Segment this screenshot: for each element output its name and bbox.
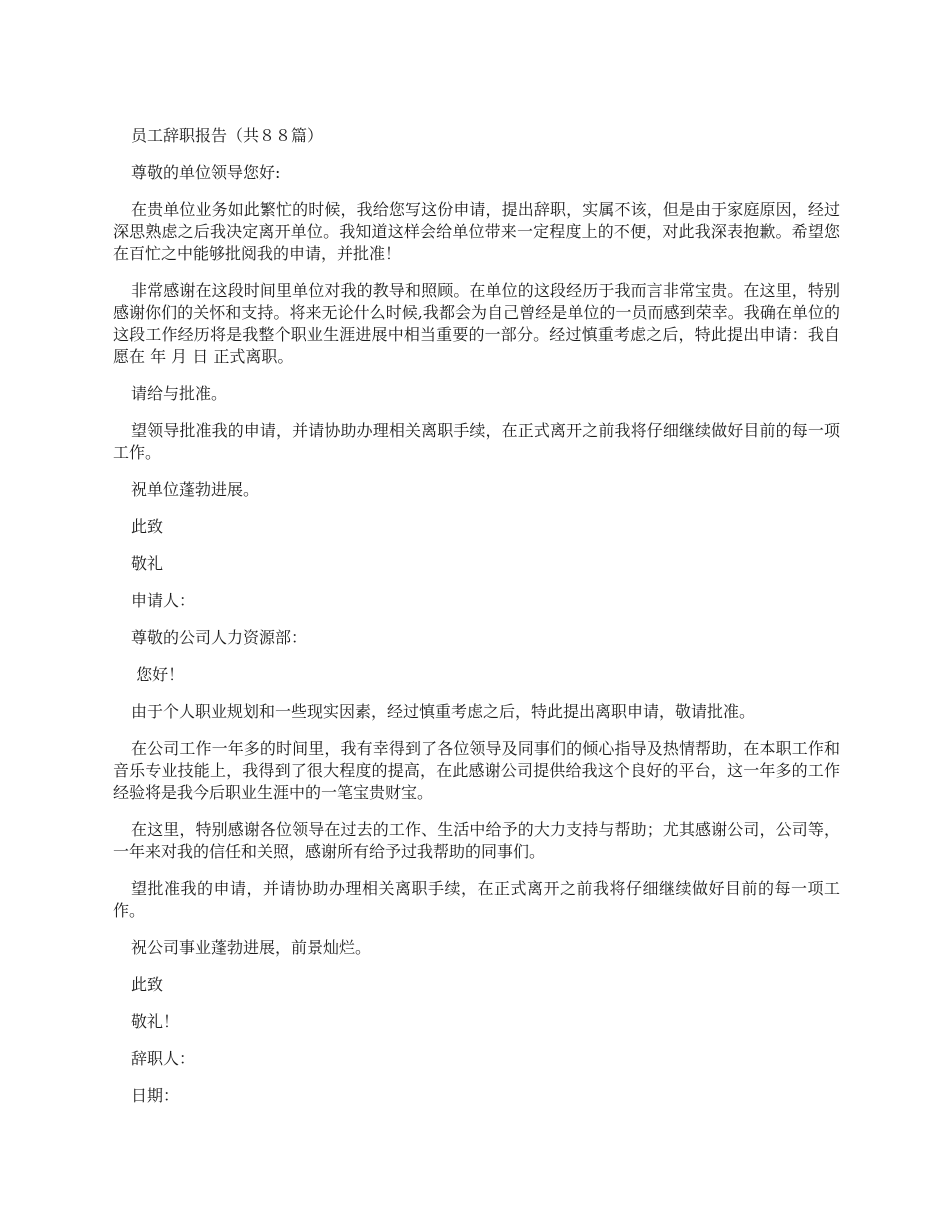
closing-wish: 祝公司事业蓬勃进展，前景灿烂。 <box>131 938 372 957</box>
salutation: 尊敬的公司人力资源部： <box>131 628 308 647</box>
salutation: 尊敬的单位领导您好: <box>131 163 281 182</box>
body-paragraph: 望批准我的申请，并请协助办理相关离职手续，在正式离开之前我将仔细继续做好目前的每一项工作。 <box>113 879 840 920</box>
greeting: 您好！ <box>131 665 185 684</box>
closing-line: 此致 <box>131 517 164 536</box>
body-paragraph: 在贵单位业务如此繁忙的时候，我给您写这份申请，提出辞职，实属不该，但是由于家庭原因，经过深思熟虑之后我决定离开单位。我知道这样会给单位带来一定程度上的不便，对此我深表抱歉。希望您在百忙之中能够批阅我的申请，并批准！ <box>113 200 840 263</box>
body-paragraph: 望领导批准我的申请，并请协助办理相关离职手续，在正式离开之前我将仔细继续做好目前的每一项工作。 <box>113 421 840 462</box>
closing-line: 敬礼！ <box>131 1012 180 1031</box>
body-paragraph: 请给与批准。 <box>131 384 228 403</box>
body-paragraph: 在公司工作一年多的时间里，我有幸得到了各位领导及同事们的倾心指导及热情帮助，在本职工作和音乐专业技能上，我得到了很大程度的提高，在此感谢公司提供给我这个良好的平台，这一年多的工作经验将是我今后职业生涯中的一笔宝贵财宝。 <box>113 739 840 802</box>
date-line: 日期： <box>131 1086 180 1105</box>
body-paragraph: 由于个人职业规划和一些现实因素，经过慎重考虑之后，特此提出离职申请，敬请批准。 <box>131 702 756 721</box>
closing-line: 此致 <box>131 975 164 994</box>
body-paragraph: 在这里，特别感谢各位领导在过去的工作、生活中给予的大力支持与帮助；尤其感谢公司，公司等，一年来对我的信任和关照，感谢所有给予过我帮助的同事们。 <box>113 820 840 861</box>
closing-wish: 祝单位蓬勃进展。 <box>131 480 260 499</box>
body-paragraph: 非常感谢在这段时间里单位对我的教导和照顾。在单位的这段经历于我而言非常宝贵。在这里，特别感谢你们的关怀和支持。将来无论什么时候,我都会为自己曾经是单位的一员而感到荣幸。我确在单位的这段工作经历将是我整个职业生涯进展中相当重要的一部分。经过慎重考虑之后，特此提出申请：我自愿在 年 月 日 正式离职。 <box>113 281 840 366</box>
closing-line: 敬礼 <box>131 554 164 573</box>
signature-line: 申请人： <box>131 591 196 610</box>
signature-line: 辞职人： <box>131 1049 196 1068</box>
document-page <box>113 125 840 1122</box>
document-title: 员工辞职报告（共８８篇） <box>131 126 324 145</box>
